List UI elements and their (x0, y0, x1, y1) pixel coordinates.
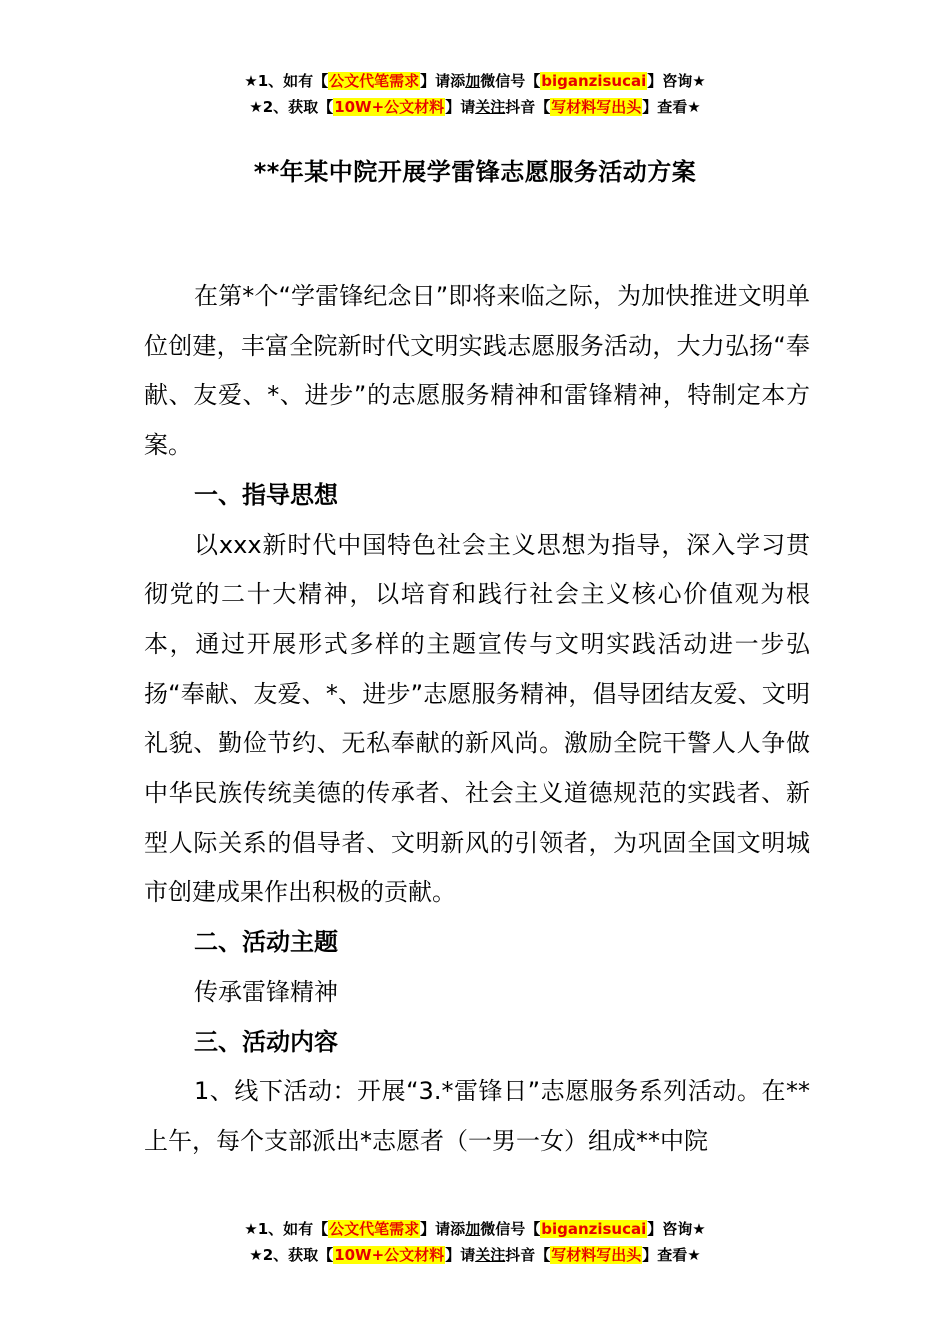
document-body (144, 272, 810, 1167)
promo-underline: 加 (465, 1220, 481, 1238)
promo-line-2 (0, 94, 950, 120)
promo-text: ★2、获取【 (249, 98, 334, 116)
promo-highlight: 公文代笔需求 (329, 1220, 420, 1238)
document-title: **年某中院开展学雷锋志愿服务活动方案 (253, 158, 697, 186)
section-heading-guiding-thought: 一、指导思想 (194, 480, 338, 509)
promo-text: ★1、如有【 (244, 72, 329, 90)
promo-text: 抖音【 (505, 98, 551, 116)
promo-text: 微信号【 (480, 72, 541, 90)
promo-line-2 (0, 1242, 950, 1268)
theme-paragraph: 传承雷锋精神 (194, 977, 338, 1006)
promo-line-1 (0, 1216, 950, 1242)
promo-text: 】请 (445, 98, 476, 116)
header-promo-banner (0, 68, 950, 120)
section-heading-content: 三、活动内容 (194, 1027, 338, 1056)
content-paragraph: 1、线下活动：开展“3.*雷锋日”志愿服务系列活动。在**上午，每个支部派出*志愿者（一男一女）组成**中院 (144, 1077, 810, 1155)
promo-highlight: 写材料写出头 (551, 1246, 642, 1264)
promo-highlight: biganzisucai (541, 72, 647, 90)
footer-promo-banner (0, 1216, 950, 1268)
promo-underline: 关注 (475, 98, 506, 116)
promo-line-1 (0, 68, 950, 94)
promo-text: ★2、获取【 (249, 1246, 334, 1264)
promo-text: 】请添 (420, 1220, 466, 1238)
promo-text: 微信号【 (480, 1220, 541, 1238)
promo-text: 】查看★ (642, 1246, 701, 1264)
guiding-thought-paragraph: 以xxx新时代中国特色社会主义思想为指导，深入学习贯彻党的二十大精神，以培育和践行社会主义核心价值观为根本，通过开展形式多样的主题宣传与文明实践活动进一步弘扬“奉献、友爱、*、进步”志愿服务精神，倡导团结友爱、文明礼貌、勤俭节约、无私奉献的新风尚。激励全院干警人人争做中华民族传统美德的传承者、社会主义道德规范的实践者、新型人际关系的倡导者、文明新风的引领者，为巩固全国文明城市创建成果作出积极的贡献。 (144, 530, 810, 907)
promo-text: 】请 (445, 1246, 476, 1264)
promo-text: 】咨询★ (647, 1220, 706, 1238)
promo-highlight: 写材料写出头 (551, 98, 642, 116)
promo-underline: 关注 (475, 1246, 506, 1264)
promo-highlight: biganzisucai (541, 1220, 647, 1238)
promo-highlight: 10W+公文材料 (334, 1246, 445, 1264)
intro-paragraph: 在第*个“学雷锋纪念日”即将来临之际，为加快推进文明单位创建，丰富全院新时代文明实践志愿服务活动，大力弘扬“奉献、友爱、*、进步”的志愿服务精神和雷锋精神，特制定本方案。 (144, 282, 810, 460)
section-heading-theme: 二、活动主题 (194, 928, 338, 957)
promo-underline: 加 (465, 72, 481, 90)
promo-text: 抖音【 (505, 1246, 551, 1264)
promo-text: 】查看★ (642, 98, 701, 116)
promo-text: ★1、如有【 (244, 1220, 329, 1238)
promo-highlight: 10W+公文材料 (334, 98, 445, 116)
promo-text: 】咨询★ (647, 72, 706, 90)
promo-text: 】请添 (420, 72, 466, 90)
promo-highlight: 公文代笔需求 (329, 72, 420, 90)
